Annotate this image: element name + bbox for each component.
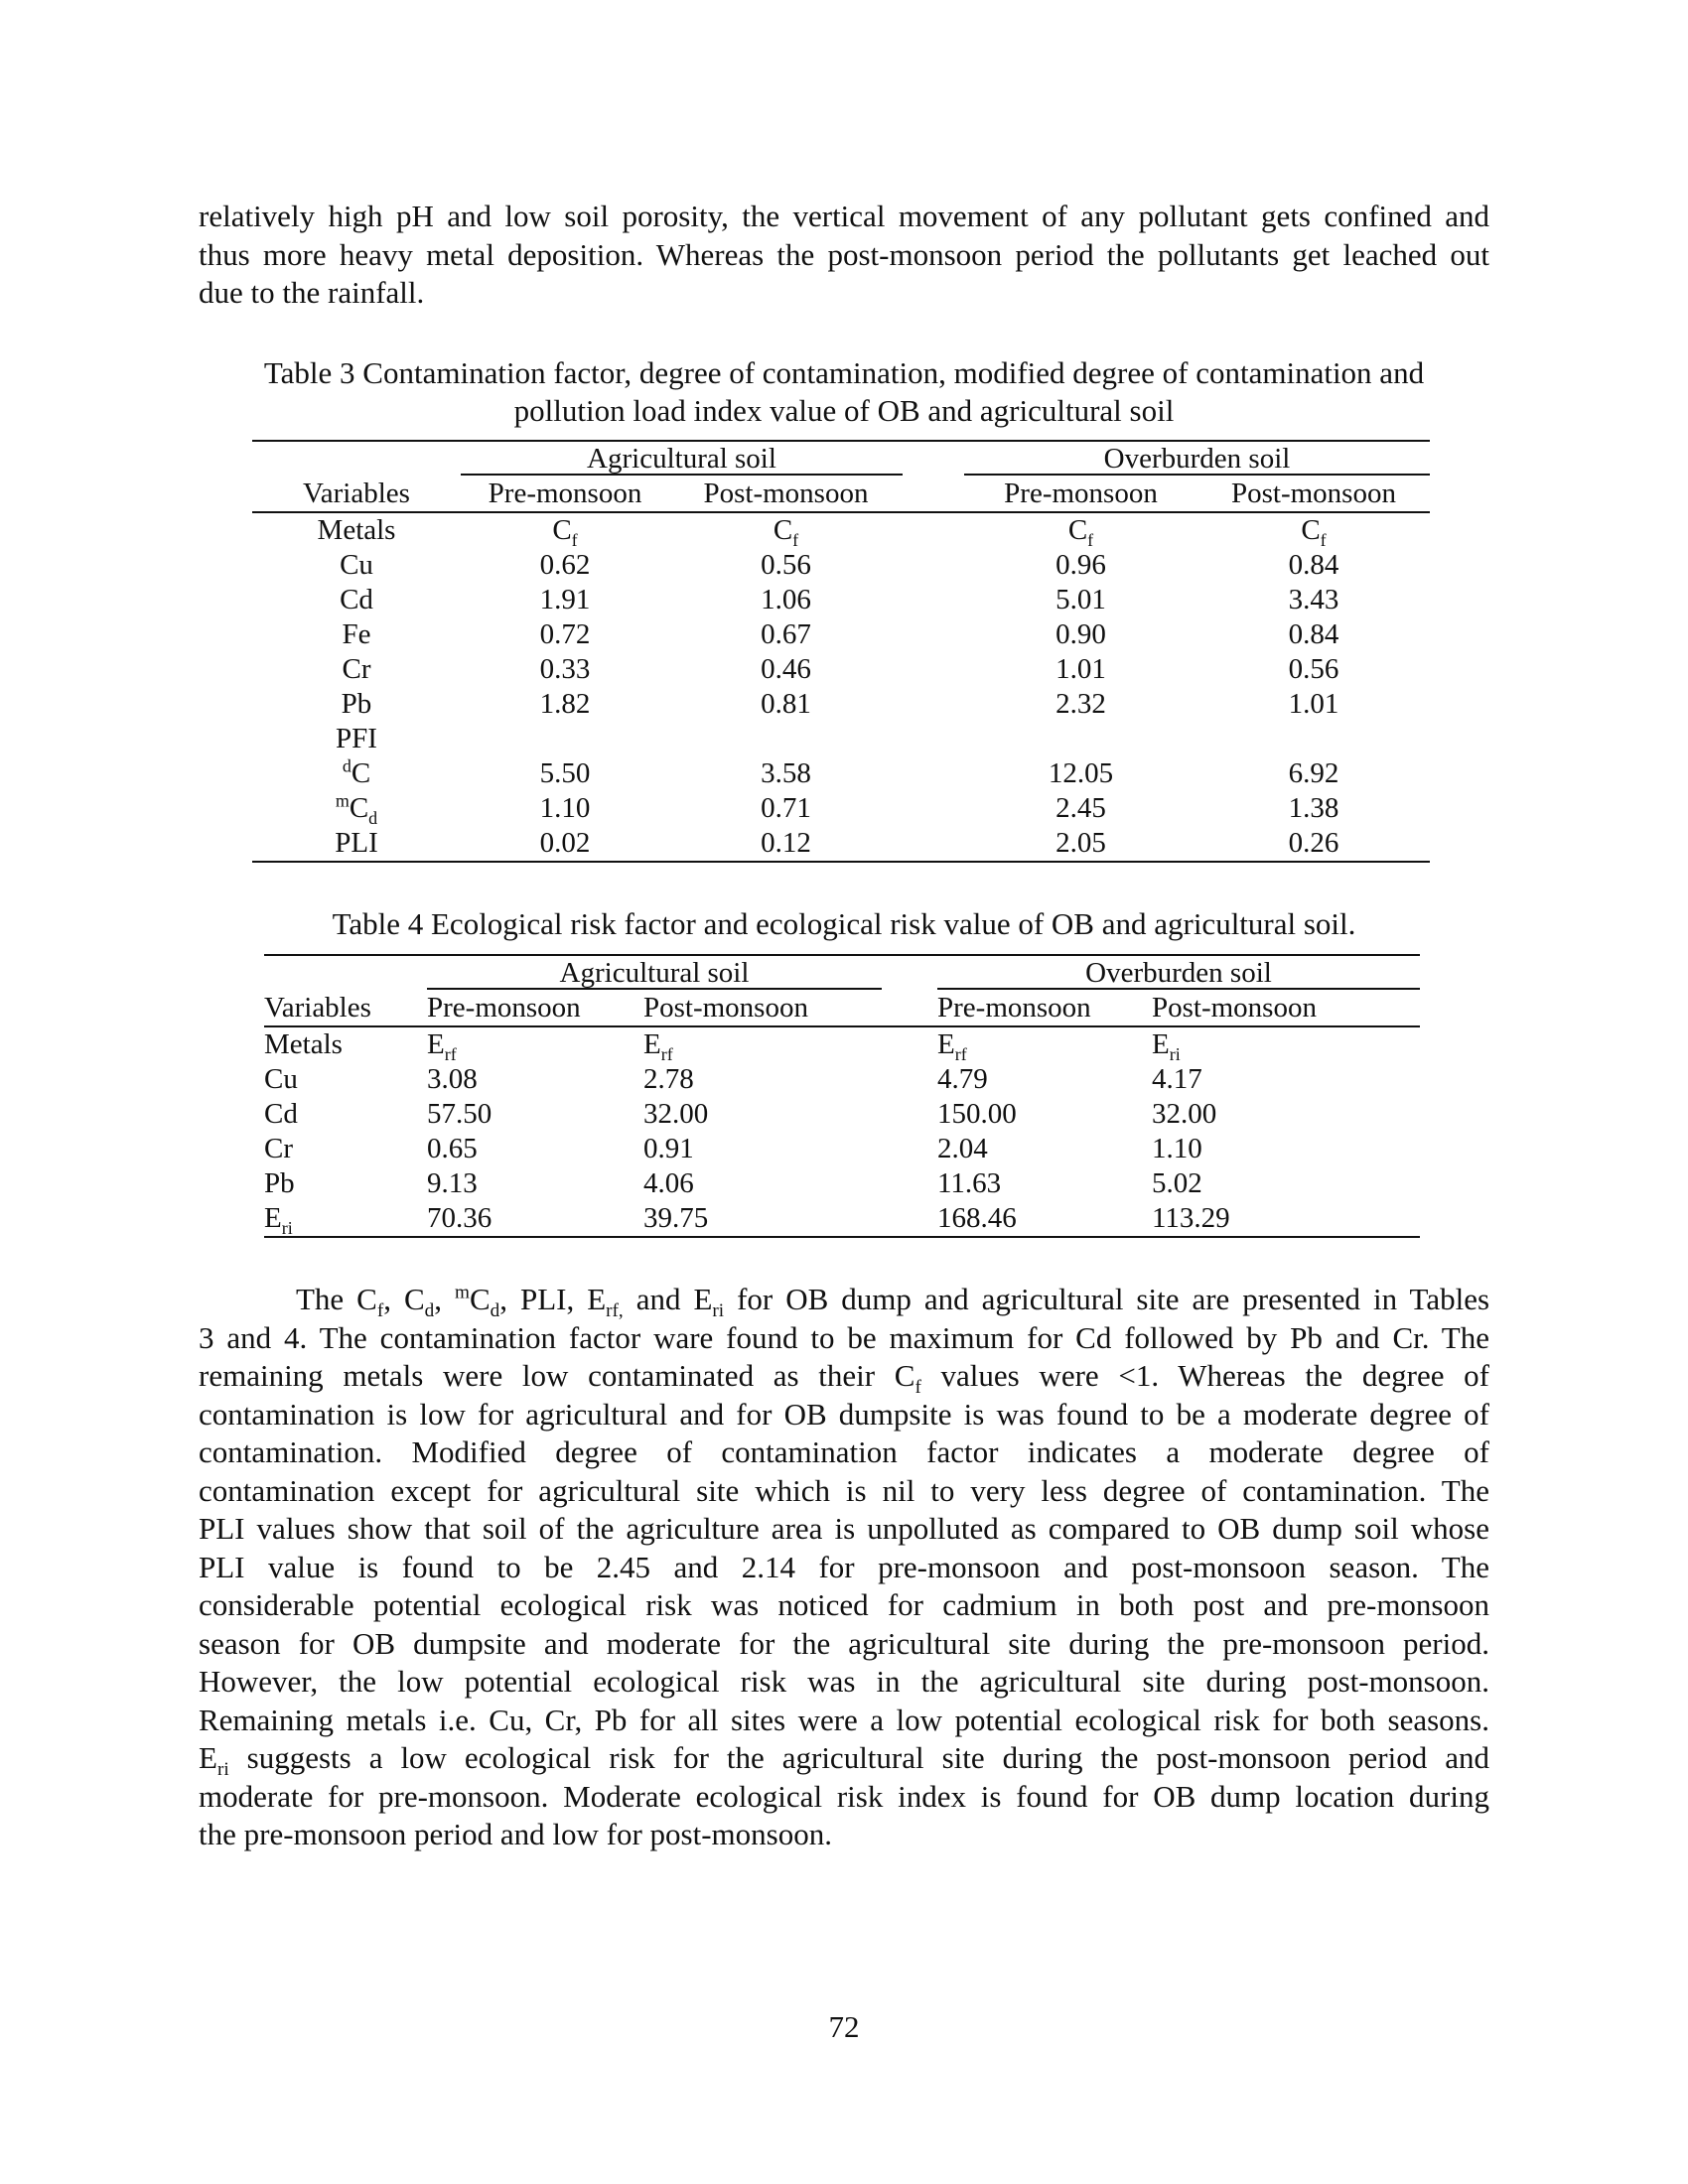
table-row: Pb 9.13 4.06 11.63 5.02 [264, 1167, 1202, 1199]
table3-dc-label: $^d$C [342, 755, 371, 789]
table3-cf-symbol: $C_f$ [1301, 514, 1327, 550]
table3-cf-symbol: $C_f$ [773, 514, 799, 550]
table3-metals-row [252, 512, 1430, 548]
table-row: Fe 0.72 0.67 0.90 0.84 [342, 618, 1339, 650]
table3-cf-symbol: $C_f$ [552, 514, 578, 550]
table4-erf-symbol: $E_{rf}$ [937, 1028, 967, 1064]
table4-col-agri-pre: Pre-monsoon [427, 991, 643, 1026]
text-line: moderate for pre-monsoon. Moderate ecological risk index is found for OB dump location during [199, 1778, 1489, 1814]
table3-col-agri-post: Post-monsoon [669, 477, 903, 512]
table4-col-ob-post: Post-monsoon [1152, 991, 1420, 1026]
table4-group-agri: Agricultural soil [427, 955, 882, 991]
table3-group-agri: Agricultural soil [461, 441, 903, 477]
text-line: season for OB dumpsite and moderate for the agricultural site during the pre-monsoon period. [199, 1625, 1489, 1661]
table3-pli-label: PLI [335, 827, 378, 859]
table4-eri-symbol: $E_{ri}$ [1152, 1028, 1181, 1064]
table4-group-ob: Overburden soil [937, 955, 1420, 991]
text-line: due to the rainfall. [199, 275, 425, 310]
table3-caption-line1: Table 3 Contamination factor, degree of contamination, modified degree of contamination and [263, 355, 1425, 390]
table3-col-agri-pre: Pre-monsoon [461, 477, 669, 512]
text-line: However, the low potential ecological risk was in the agricultural site during post-monsoon. [199, 1664, 1489, 1699]
table3-col-ob-post: Post-monsoon [1197, 477, 1430, 512]
table-row: Cu 3.08 2.78 4.79 4.17 [264, 1063, 1202, 1095]
intro-paragraph [199, 198, 1489, 313]
table4-metals-label: Metals [264, 1028, 343, 1060]
table4-erf-symbol: $E_{rf}$ [427, 1028, 457, 1064]
text-line: remaining metals were low contaminated as their $C_f$ values were <1. Whereas the degree of [199, 1358, 1489, 1399]
table3-col-ob-pre: Pre-monsoon [964, 477, 1197, 512]
table3-group-row [252, 441, 1430, 477]
table4-eri-row: $E_{ri}$ 70.36 39.75 168.46 113.29 [264, 1202, 1230, 1238]
table3-col-variables: Variables [252, 477, 461, 512]
text-line: contamination. Modified degree of contamination factor indicates a moderate degree of [199, 1434, 1489, 1469]
table3-contamination [252, 440, 1430, 863]
table3-metals-label: Metals [317, 514, 396, 546]
text-line: $E_{ri}$ suggests a low ecological risk for the agricultural site during the post-monsoon period and [199, 1740, 1489, 1781]
table4-col-agri-post: Post-monsoon [643, 991, 882, 1026]
table4-col-variables: Variables [264, 991, 427, 1026]
table4-header-row [264, 991, 1420, 1026]
table-row: Cr 0.65 0.91 2.04 1.10 [264, 1133, 1202, 1164]
table-row: Cd 57.50 32.00 150.00 32.00 [264, 1098, 1217, 1130]
table4-col-ob-pre: Pre-monsoon [937, 991, 1152, 1026]
table-row: Cd 1.91 1.06 5.01 3.43 [340, 584, 1339, 615]
text-line: 3 and 4. The contamination factor ware found to be maximum for Cd followed by Pb and Cr. The [199, 1319, 1489, 1355]
text-line: relatively high pH and low soil porosity, the vertical movement of any pollutant gets confined and [199, 199, 1489, 233]
table3-caption [199, 354, 1489, 430]
text-line: considerable potential ecological risk was noticed for cadmium in both post and pre-monsoon [199, 1587, 1489, 1622]
table3-header-row [252, 477, 1430, 512]
text-line: The $C_f$, $C_d$, $^mC_d$, PLI, $E_{rf,}$ and $E_{ri}$ for OB dump and agricultural site are presented in Tables [296, 1282, 1490, 1322]
table3-cf-symbol: $C_f$ [1067, 514, 1094, 550]
text-line: contamination is low for agricultural and for OB dumpsite is was found to be a moderate degree of [199, 1396, 1489, 1432]
text-line: the pre-monsoon period and low for post-monsoon. [199, 1817, 832, 1851]
table4-eri-label: $E_{ri}$ [264, 1202, 293, 1238]
table4-metals-row [264, 1026, 1420, 1062]
table3-mcd-row: $^mC_d$ 1.10 0.71 2.45 1.38 [252, 791, 1430, 826]
table4-caption: Table 4 Ecological risk factor and ecological risk value of OB and agricultural soil. [332, 906, 1356, 941]
table4-ecological-risk [264, 954, 1420, 1238]
text-line: thus more heavy metal deposition. Whereas the post-monsoon period the pollutants get leached out [199, 236, 1489, 272]
table3-pli-row: PLI 0.02 0.12 2.05 0.26 [252, 826, 1430, 862]
table-row: PFI [336, 723, 377, 754]
text-line: contamination except for agricultural site which is nil to very less degree of contamination. The [199, 1472, 1489, 1508]
text-line: PLI values show that soil of the agriculture area is unpolluted as compared to OB dump soil whose [199, 1511, 1489, 1546]
discussion-paragraph [199, 1281, 1489, 1854]
table-row: Cu 0.62 0.56 0.96 0.84 [340, 549, 1339, 581]
table3-dc-row: $^d$C 5.50 3.58 12.05 6.92 [252, 756, 1430, 791]
table3-mcd-label: $^mC_d$ [335, 790, 378, 828]
table-row: Pb 1.82 0.81 2.32 1.01 [341, 688, 1339, 720]
table4-erf-symbol: $E_{rf}$ [643, 1028, 673, 1064]
text-line: PLI value is found to be 2.45 and 2.14 for pre-monsoon and post-monsoon season. The [199, 1549, 1489, 1584]
text-line: Remaining metals i.e. Cu, Cr, Pb for all sites were a low potential ecological risk for both seasons. [199, 1702, 1489, 1737]
table3-caption-line2: pollution load index value of OB and agricultural soil [513, 393, 1175, 428]
table-row: Cr 0.33 0.46 1.01 0.56 [342, 653, 1339, 685]
table3-group-ob: Overburden soil [964, 441, 1430, 477]
page-number: 72 [828, 2009, 860, 2044]
table4-group-row [264, 955, 1420, 991]
